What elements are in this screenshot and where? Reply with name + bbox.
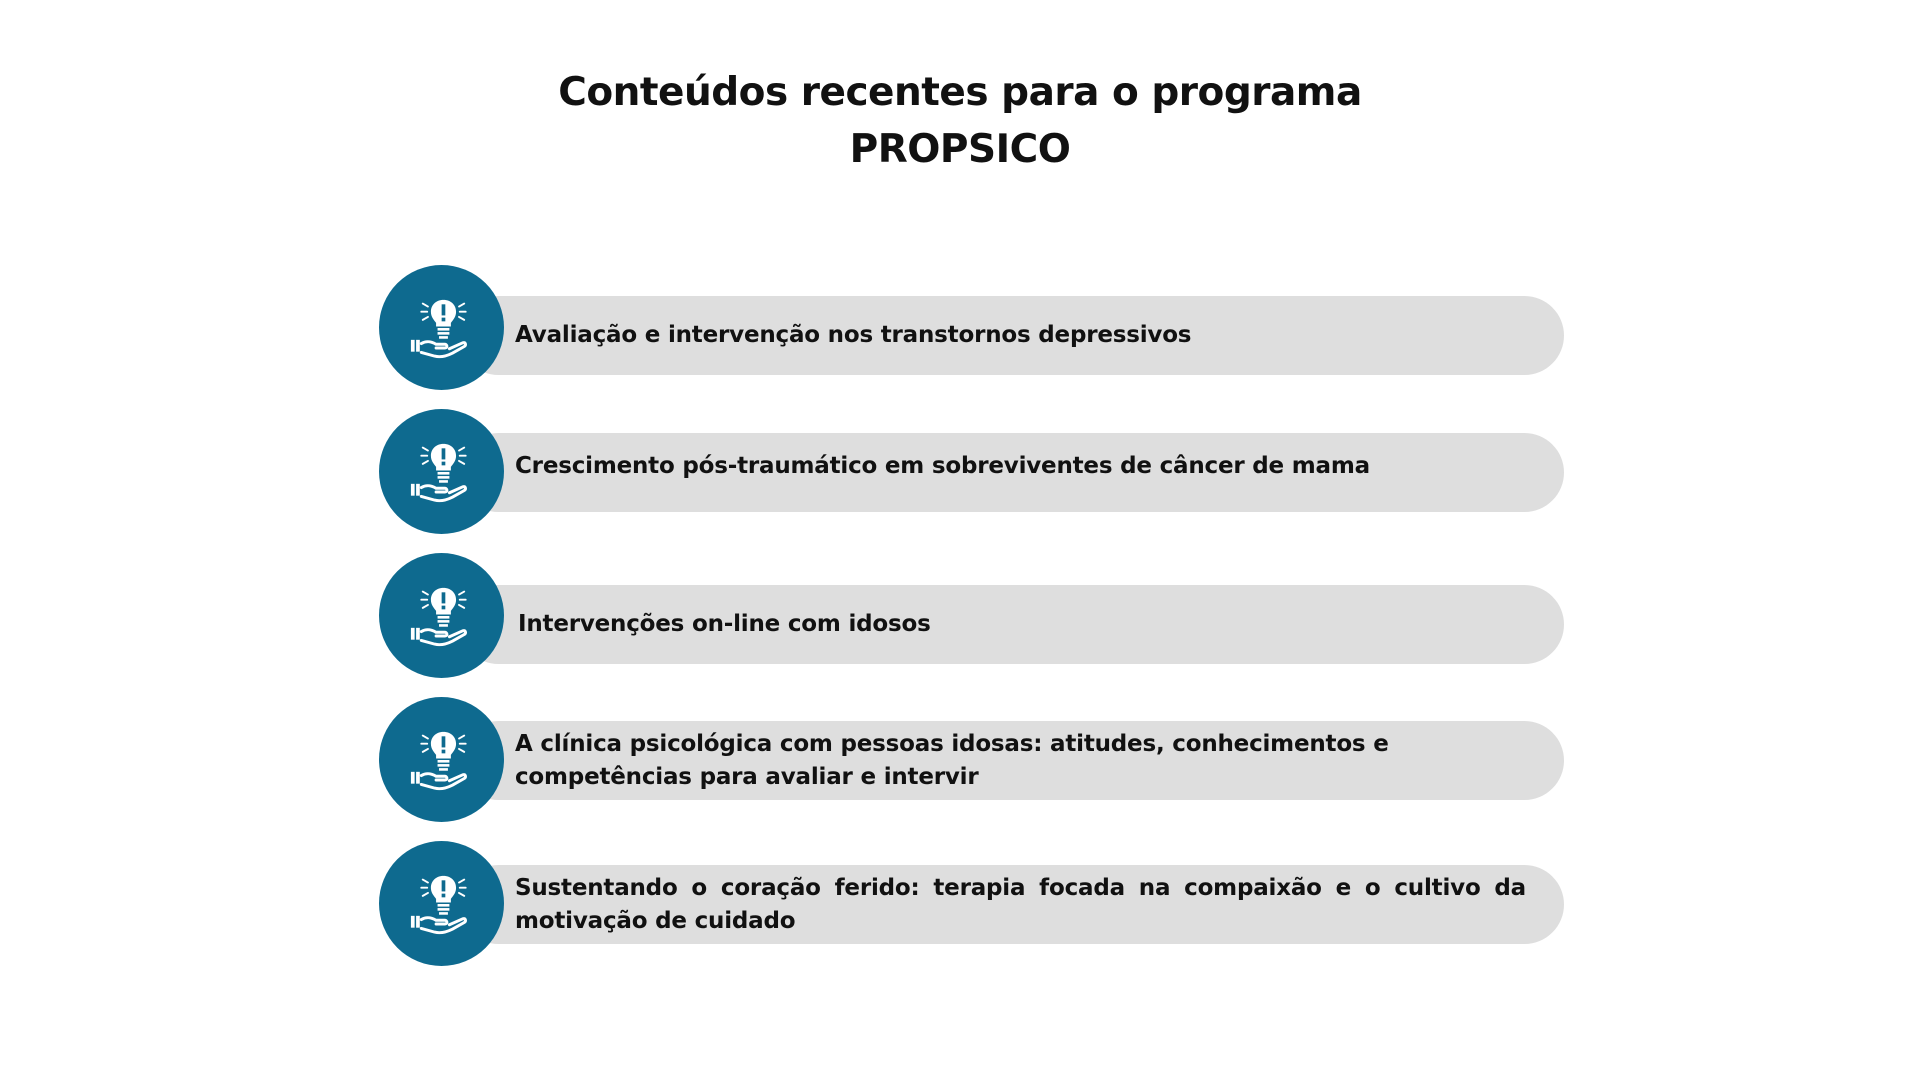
item-icon-badge bbox=[379, 265, 504, 390]
item-icon-badge bbox=[379, 409, 504, 534]
item-icon-badge bbox=[379, 697, 504, 822]
idea-in-hand-icon bbox=[405, 435, 479, 509]
page-title bbox=[0, 64, 1920, 178]
list-item bbox=[379, 265, 1564, 390]
idea-in-hand-icon bbox=[405, 867, 479, 941]
list-item bbox=[379, 841, 1564, 966]
item-text: Intervenções on-line com idosos bbox=[518, 611, 931, 637]
page-title-line-1: Conteúdos recentes para o programa bbox=[558, 70, 1362, 115]
item-icon-badge bbox=[379, 553, 504, 678]
idea-in-hand-icon bbox=[405, 579, 479, 653]
list-item bbox=[379, 409, 1564, 534]
item-icon-badge bbox=[379, 841, 504, 966]
list-item bbox=[379, 553, 1564, 678]
idea-in-hand-icon bbox=[405, 723, 479, 797]
item-text: Avaliação e intervenção nos transtornos depressivos bbox=[515, 322, 1192, 348]
item-text: A clínica psicológica com pessoas idosas: atitudes, conhecimentos e competências para avaliar e intervir bbox=[515, 730, 1389, 790]
idea-in-hand-icon bbox=[405, 291, 479, 365]
item-text: Sustentando o coração ferido: terapia focada na compaixão e o cultivo da motivação de cuidado bbox=[515, 874, 1526, 934]
list-item bbox=[379, 697, 1564, 822]
page-title-line-2: PROPSICO bbox=[849, 127, 1071, 172]
item-text: Crescimento pós-traumático em sobreviventes de câncer de mama bbox=[515, 452, 1370, 479]
